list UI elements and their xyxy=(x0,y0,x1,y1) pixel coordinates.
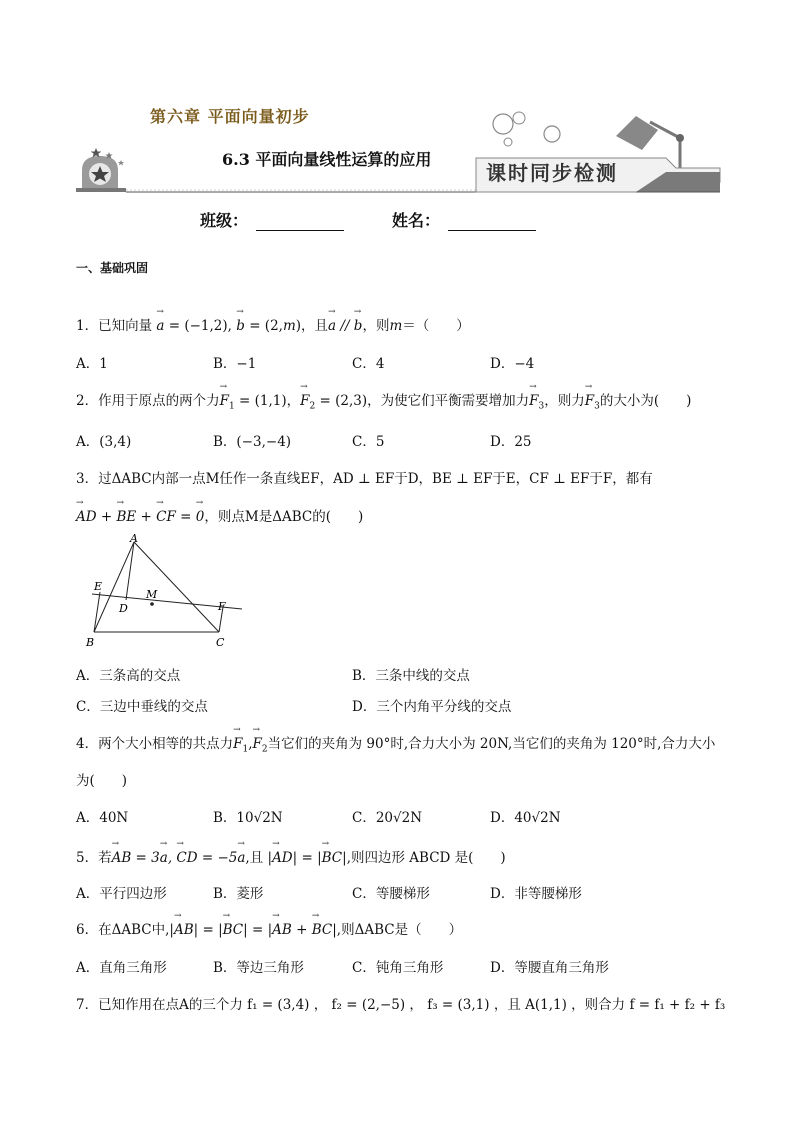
badge-text: 课时同步检测 xyxy=(486,161,618,185)
bubble-icon xyxy=(493,112,560,146)
section-title-header: 6.3 平面向量线性运算的应用 xyxy=(222,150,432,169)
q3-option-c[interactable]: C．三边中垂线的交点 xyxy=(76,699,208,715)
q2-stem-c: ，则力 xyxy=(544,393,585,409)
class-label: 班级： xyxy=(200,211,249,230)
q3-option-b[interactable]: B．三条中线的交点 xyxy=(352,668,470,684)
q2-option-b[interactable]: B．(−3,−4) xyxy=(213,434,292,450)
section-heading: 一、基础巩固 xyxy=(76,261,149,275)
name-field xyxy=(392,208,536,231)
question-7: 7．已知作用在点A的三个力 f₁ = (3,4) ， f₂ = (2,−5) ， f₃ = (3,1) ，且 A(1,1) ，则合力 f = f₁ + f₂ + f₃ xyxy=(76,997,726,1013)
q1-option-b[interactable]: B．−1 xyxy=(213,356,257,372)
q4-option-c[interactable]: C．20√2N xyxy=(352,810,423,826)
q3-option-d[interactable]: D．三个内角平分线的交点 xyxy=(352,699,512,715)
side-ac xyxy=(134,542,219,632)
q2-option-d[interactable]: D．25 xyxy=(490,434,532,450)
q1-option-d[interactable]: D．−4 xyxy=(490,356,535,372)
q6-option-b[interactable]: B．等边三角形 xyxy=(213,960,304,976)
name-label: 姓名： xyxy=(392,211,441,230)
point-m xyxy=(150,602,154,606)
q3-option-a[interactable]: A．三条高的交点 xyxy=(76,668,181,684)
q1-stem-d: ＝（ ） xyxy=(402,318,470,334)
question-4-line-2: 为( ) xyxy=(76,773,128,789)
q2-option-c[interactable]: C．5 xyxy=(352,434,385,450)
label-m: M xyxy=(146,588,158,601)
q4-stem-b: 当它们的夹角为 90°时,合力大小为 20N,当它们的夹角为 120°时,合力大小 xyxy=(267,736,716,752)
class-blank[interactable] xyxy=(256,216,344,231)
q1-stem-a: 1．已知向量 xyxy=(76,318,153,334)
q2-stem-b: ，为使它们平衡需要增加力 xyxy=(367,393,530,409)
q5-option-c[interactable]: C．等腰梯形 xyxy=(352,886,430,902)
q6-option-c[interactable]: C．钝角三角形 xyxy=(352,960,444,976)
label-c: C xyxy=(216,636,225,649)
question-6: 6．在ΔABC中,|→ AB| = |→ BC| = |→ AB + → BC|,则ΔABC是（ ） xyxy=(76,918,462,938)
question-2: 2．作用于原点的两个力→ $F_1 = (1,1)$，→ $F_2 = (2,3)$，为使它们平衡需要增加力→ $F_3$，则力→ $F_3$的大小为( ) xyxy=(76,389,691,412)
q1-stem-c: ，则 xyxy=(362,318,390,334)
question-3-line-2: → AD + → BE + → CF = → 0，则点M是ΔABC的( ) xyxy=(76,505,363,525)
q5-stem-a: 5．若 xyxy=(76,850,112,866)
q2-option-a[interactable]: A．(3,4) xyxy=(76,434,132,450)
label-d: D xyxy=(119,602,128,615)
q6-stem-b: ,则ΔABC是（ ） xyxy=(336,922,463,938)
q5-option-a[interactable]: A．平行四边形 xyxy=(76,886,167,902)
class-field xyxy=(200,208,344,231)
chapter-title: 第六章 平面向量初步 xyxy=(150,107,310,126)
question-4-line-1: 4．两个大小相等的共点力→ $F_1,\to F_2$当它们的夹角为 90°时,合力大小为 20N,当它们的夹角为 120°时,合力大小 xyxy=(76,732,715,755)
q5-option-b[interactable]: B．菱形 xyxy=(213,886,264,902)
q4-option-b[interactable]: B．10√2N xyxy=(213,810,283,826)
q4-option-d[interactable]: D．40√2N xyxy=(490,810,561,826)
q6-option-d[interactable]: D．等腰直角三角形 xyxy=(490,960,609,976)
q4-option-a[interactable]: A．40N xyxy=(76,810,129,826)
question-3-line-1: 3．过ΔABC内部一点M任作一条直线EF，AD ⊥ EF于D，BE ⊥ EF于E，CF ⊥ EF于F，都有 xyxy=(76,471,653,487)
label-e: E xyxy=(94,580,103,593)
q2-stem-d: 的大小为( ) xyxy=(599,393,692,409)
q2-stem-a: 2．作用于原点的两个力 xyxy=(76,393,220,409)
q1-stem-b: ，且 xyxy=(301,318,329,334)
label-b: B xyxy=(86,636,95,649)
label-f: F xyxy=(218,600,226,613)
star-badge-icon xyxy=(76,148,126,192)
q5-option-d[interactable]: D．非等腰梯形 xyxy=(490,886,582,902)
triangle-figure xyxy=(82,532,252,654)
label-a: A xyxy=(130,532,138,545)
q5-stem-b: ,则四边形 ABCD 是( ) xyxy=(346,850,506,866)
q1-option-c[interactable]: C．4 xyxy=(352,356,385,372)
q4-stem-a: 4．两个大小相等的共点力 xyxy=(76,736,234,752)
question-1: 1．已知向量 → a = (−1,2), → b = (2,m)，且→ a // → b，则m＝（ ） xyxy=(76,314,470,334)
q3-stem-b: ，则点M是ΔABC的( ) xyxy=(204,509,364,525)
q1-option-a[interactable]: A．1 xyxy=(76,356,108,372)
q6-option-a[interactable]: A．直角三角形 xyxy=(76,960,167,976)
q6-stem-a: 6．在ΔABC中, xyxy=(76,922,170,938)
question-5: 5．若→ AB = 3→ a, → CD = −5→ a,且 |→ AD| = |→ BC|,则四边形 ABCD 是( ) xyxy=(76,846,506,866)
name-blank[interactable] xyxy=(448,216,536,231)
